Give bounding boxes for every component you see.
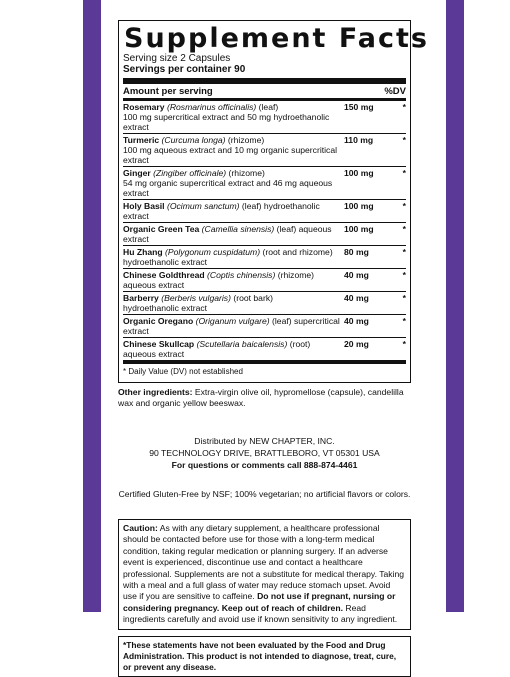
caution-label: Caution: (123, 523, 158, 533)
ingredient-amount: 110 mg (344, 135, 374, 145)
ingredient-part: (root) aqueous extract (123, 339, 311, 359)
ingredient-latin: (Camellia sinensis) (201, 224, 275, 234)
ingredient-row (123, 200, 406, 223)
ingredient-name: Chinese Goldthread (123, 270, 205, 280)
ingredient-dv: * (402, 339, 406, 349)
ingredient-list (123, 101, 406, 360)
ingredient-name-cell (123, 339, 344, 359)
ingredient-dv: * (402, 224, 406, 234)
label-content (118, 20, 429, 677)
ingredient-name-cell (123, 168, 344, 198)
other-ingredients (118, 387, 411, 409)
ingredient-amount: 100 mg (344, 201, 374, 211)
ingredient-name: Organic Oregano (123, 316, 194, 326)
ingredient-row (123, 338, 406, 360)
ingredient-name-cell (123, 102, 344, 132)
certification-text: Certified Gluten-Free by NSF; 100% vegetarian; no artificial flavors or colors. (118, 489, 411, 499)
table-header (123, 84, 406, 101)
ingredient-dv: * (402, 316, 406, 326)
ingredient-latin: (Ocimum sanctum) (166, 201, 240, 211)
ingredient-part: (leaf) supercritical extract (123, 316, 340, 336)
ingredient-dv: * (402, 247, 406, 257)
ingredient-detail: 100 mg aqueous extract and 10 mg organic supercritical extract (123, 145, 338, 165)
ingredient-amount: 40 mg (344, 293, 369, 303)
ingredient-amount: 40 mg (344, 270, 369, 280)
fda-disclaimer: *These statements have not been evaluated by the Food and Drug Administration. This product is not intended to diagnose, treat, cure, or prevent any disease. (118, 636, 411, 677)
ingredient-amount: 100 mg (344, 168, 374, 178)
ingredient-amount: 40 mg (344, 316, 369, 326)
ingredient-detail: 100 mg supercritical extract and 50 mg hydroethanolic extract (123, 112, 330, 132)
ingredient-amount: 20 mg (344, 339, 369, 349)
caution-text: As with any dietary supplement, a healthcare professional should be contacted before use for those with a long-term medical condition, taking regular medication or planning surgery. If an adverse event is experienced, discontinue use and contact a healthcare professional. Supplements are not a substitute for medical therapy. Taking with a meal and a full glass of water may reduce stomach upset. Avoid use if you are sensitive to caffeine. (123, 523, 405, 602)
ingredient-name: Organic Green Tea (123, 224, 200, 234)
supplement-facts-title: Supplement Facts (124, 23, 429, 54)
ingredient-row (123, 167, 406, 200)
supplement-facts-box (118, 20, 429, 383)
dv-header: %DV (384, 86, 406, 97)
ingredient-row (123, 134, 406, 167)
ingredient-detail: 54 mg organic supercritical extract and 46 mg aqueous extract (123, 178, 333, 198)
ingredient-amount: 80 mg (344, 247, 369, 257)
ingredient-latin: (Curcuma longa) (161, 135, 226, 145)
amount-header: Amount per serving (123, 86, 213, 97)
ingredient-part: (leaf) (256, 102, 279, 112)
ingredient-part: (root and rhizome) (260, 247, 333, 257)
ingredient-dv: * (402, 270, 406, 280)
ingredient-dv: * (402, 168, 406, 178)
ingredient-name-cell (123, 201, 344, 221)
ingredient-latin: (Coptis chinensis) (207, 270, 276, 280)
ingredient-part: (root bark) (230, 293, 273, 303)
ingredient-latin: (Scutellaria baicalensis) (196, 339, 288, 349)
ingredient-dv: * (402, 135, 406, 145)
ingredient-detail: hydroethanolic extract (123, 257, 208, 267)
ingredient-name: Chinese Skullcap (123, 339, 195, 349)
ingredient-name-cell (123, 270, 344, 290)
ingredient-name-cell (123, 293, 344, 313)
caution-end: Read ingredients carefully and avoid use if known sensitivity to any ingredient. (123, 602, 398, 625)
ingredient-latin: (Rosmarinus officinalis) (166, 102, 257, 112)
contact-line: For questions or comments call 888-874-4461 (171, 460, 358, 470)
ingredient-detail: hydroethanolic extract (123, 303, 208, 313)
serving-size: Serving size 2 Capsules (123, 53, 231, 64)
ingredient-name: Rosemary (123, 102, 165, 112)
ingredient-dv: * (402, 293, 406, 303)
ingredient-row (123, 246, 406, 269)
ingredient-name-cell (123, 224, 344, 244)
ingredient-row (123, 223, 406, 246)
ingredient-dv: * (402, 201, 406, 211)
servings-per-container: Servings per container 90 (123, 64, 246, 75)
ingredient-amount: 100 mg (344, 224, 374, 234)
distributor-address: 90 TECHNOLOGY DRIVE, BRATTLEBORO, VT 05301 USA (149, 448, 380, 458)
caution-box (118, 519, 411, 630)
ingredient-name-cell (123, 316, 344, 336)
ingredient-part: (rhizome) (226, 168, 265, 178)
ingredient-name: Hu Zhang (123, 247, 163, 257)
ingredient-row (123, 101, 406, 134)
ingredient-part: (leaf) aqueous extract (123, 224, 332, 244)
ingredient-name-cell (123, 135, 344, 165)
distributor-line: Distributed by NEW CHAPTER, INC. (194, 436, 335, 446)
ingredient-part: (leaf) hydroethanolic extract (123, 201, 320, 221)
other-ingredients-text: Extra-virgin olive oil, hypromellose (capsule), candelilla wax and organic yellow beeswax. (118, 387, 404, 408)
ingredient-name-cell (123, 247, 344, 267)
ingredient-name: Ginger (123, 168, 151, 178)
ingredient-name: Holy Basil (123, 201, 165, 211)
distributor-info (118, 435, 411, 471)
ingredient-row (123, 269, 406, 292)
ingredient-latin: (Origanum vulgare) (195, 316, 270, 326)
dv-footnote: * Daily Value (DV) not established (123, 367, 243, 376)
ingredient-amount: 150 mg (344, 102, 374, 112)
ingredient-row (123, 292, 406, 315)
ingredient-latin: (Berberis vulgaris) (161, 293, 231, 303)
label-panel (83, 0, 464, 672)
ingredient-row (123, 315, 406, 338)
other-ingredients-label: Other ingredients: (118, 387, 193, 397)
ingredient-latin: (Polygonum cuspidatum) (165, 247, 261, 257)
ingredient-name: Turmeric (123, 135, 160, 145)
caution-warning: Do not use if pregnant, nursing or considering pregnancy. Keep out of reach of children. (123, 591, 396, 613)
ingredient-part: (rhizome) (225, 135, 265, 145)
ingredient-latin: (Zingiber officinale) (153, 168, 227, 178)
ingredient-part: (rhizome) aqueous extract (123, 270, 315, 290)
ingredient-dv: * (402, 102, 406, 112)
ingredient-name: Barberry (123, 293, 159, 303)
